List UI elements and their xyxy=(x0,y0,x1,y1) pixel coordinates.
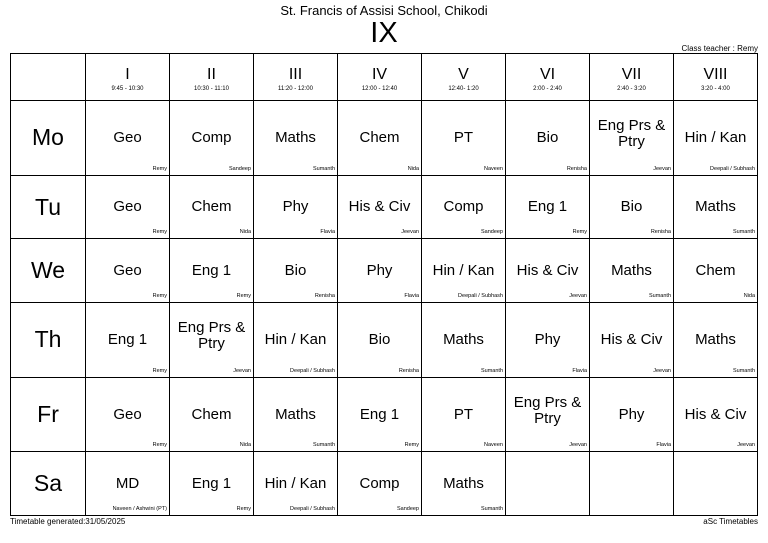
period-header xyxy=(506,54,590,101)
subject-label: Eng 1 xyxy=(107,330,148,348)
subject-label: Comp xyxy=(359,474,400,492)
teacher-label: Nida xyxy=(407,165,419,172)
teacher-label: Sumanth xyxy=(732,229,755,236)
subject-label: Eng 1 xyxy=(527,198,568,216)
period-header-row xyxy=(11,54,758,101)
period-header xyxy=(254,54,338,101)
lesson-cell xyxy=(590,377,674,452)
lesson-cell xyxy=(506,239,590,302)
subject-label: Hin / Kan xyxy=(684,128,747,146)
teacher-label: Renisha xyxy=(650,229,671,236)
lesson-cell xyxy=(86,175,170,238)
timetable-grid xyxy=(10,53,758,516)
subject-label: Eng 1 xyxy=(191,261,232,279)
period-header xyxy=(86,54,170,101)
lesson-cell xyxy=(422,452,506,516)
lesson-cell xyxy=(86,452,170,516)
teacher-label: Sumanth xyxy=(648,292,671,299)
timetable-body xyxy=(11,101,758,516)
lesson-cell xyxy=(338,377,422,452)
subject-label: Geo xyxy=(113,128,142,146)
subject-label: His & Civ xyxy=(684,405,747,423)
period-time: 3:20 - 4:00 xyxy=(701,86,730,92)
subject-label: Hin / Kan xyxy=(264,474,327,492)
subject-label: His & Civ xyxy=(600,330,663,348)
teacher-label: Sumanth xyxy=(480,506,503,512)
subject-label: Geo xyxy=(113,198,142,216)
lesson-cell xyxy=(170,377,254,452)
subject-label: MD xyxy=(115,474,140,492)
period-number: VI xyxy=(539,66,556,83)
teacher-label: Nida xyxy=(239,229,251,236)
teacher-label: Jeevan xyxy=(569,292,587,299)
teacher-label: Sandeep xyxy=(480,229,503,236)
subject-label: Eng Prs & Ptry xyxy=(177,318,246,352)
lesson-cell xyxy=(674,239,758,302)
teacher-label: Naveen xyxy=(484,442,503,449)
lesson-cell xyxy=(254,239,338,302)
subject-label: Chem xyxy=(191,198,232,216)
teacher-label: Remy xyxy=(152,292,167,299)
teacher-label: Flavia xyxy=(404,292,419,299)
subject-label: His & Civ xyxy=(348,198,411,216)
lesson-cell xyxy=(674,101,758,176)
teacher-label: Sandeep xyxy=(396,506,419,512)
period-header xyxy=(590,54,674,101)
lesson-cell xyxy=(338,239,422,302)
subject-label: Eng 1 xyxy=(191,474,232,492)
lesson-cell xyxy=(170,302,254,377)
subject-label: Geo xyxy=(113,261,142,279)
subject-label: Bio xyxy=(284,261,307,279)
period-time: 2:00 - 2:40 xyxy=(533,86,562,92)
lesson-cell xyxy=(590,302,674,377)
subject-label: Phy xyxy=(618,405,645,423)
lesson-cell xyxy=(86,377,170,452)
lesson-cell xyxy=(254,377,338,452)
teacher-label: Remy xyxy=(152,165,167,172)
lesson-cell xyxy=(170,175,254,238)
lesson-cell xyxy=(338,302,422,377)
period-time: 10:30 - 11:10 xyxy=(194,86,229,92)
lesson-cell xyxy=(254,101,338,176)
subject-label: Phy xyxy=(282,198,309,216)
teacher-label: Remy xyxy=(236,292,251,299)
period-header xyxy=(170,54,254,101)
subject-label: Maths xyxy=(695,198,736,216)
teacher-label: Jeevan xyxy=(401,229,419,236)
corner-cell xyxy=(11,54,86,101)
subject-label: Bio xyxy=(368,330,391,348)
period-number: VII xyxy=(621,66,642,83)
period-number: VIII xyxy=(703,66,728,83)
subject-label: Bio xyxy=(620,198,643,216)
teacher-label: Jeevan xyxy=(737,442,755,449)
teacher-label: Deepali / Subhash xyxy=(290,367,335,374)
lesson-cell xyxy=(338,452,422,516)
period-header xyxy=(422,54,506,101)
teacher-label: Sandeep xyxy=(228,165,251,172)
lesson-cell xyxy=(422,101,506,176)
teacher-label: Flavia xyxy=(572,367,587,374)
subject-label: Comp xyxy=(191,128,232,146)
subject-label: Eng Prs & Ptry xyxy=(513,393,582,427)
teacher-label: Sumanth xyxy=(312,165,335,172)
period-number: II xyxy=(207,66,216,83)
period-number: V xyxy=(458,66,469,83)
day-label: Sa xyxy=(11,452,86,516)
lesson-cell xyxy=(422,302,506,377)
teacher-label: Naveen xyxy=(484,165,503,172)
subject-label: Maths xyxy=(443,474,484,492)
day-row xyxy=(11,452,758,516)
lesson-cell xyxy=(506,101,590,176)
period-header xyxy=(674,54,758,101)
subject-label: Chem xyxy=(359,128,400,146)
teacher-label: Remy xyxy=(152,442,167,449)
class-teacher: Class teacher : Remy xyxy=(681,44,758,53)
day-label: Th xyxy=(11,302,86,377)
lesson-cell xyxy=(590,452,674,516)
subject-label: Maths xyxy=(695,330,736,348)
day-label: We xyxy=(11,239,86,302)
teacher-label: Remy xyxy=(152,229,167,236)
day-row xyxy=(11,175,758,238)
lesson-cell xyxy=(674,377,758,452)
subject-label: Eng Prs & Ptry xyxy=(597,116,666,150)
lesson-cell xyxy=(422,175,506,238)
teacher-label: Jeevan xyxy=(233,367,251,374)
subject-label: Phy xyxy=(366,261,393,279)
teacher-label: Renisha xyxy=(398,367,419,374)
lesson-cell xyxy=(254,175,338,238)
subject-label: Bio xyxy=(536,128,559,146)
teacher-label: Flavia xyxy=(656,442,671,449)
lesson-cell xyxy=(674,175,758,238)
period-time: 12:00 - 12:40 xyxy=(361,86,398,92)
teacher-label: Jeevan xyxy=(569,442,587,449)
teacher-label: Jeevan xyxy=(653,165,671,172)
lesson-cell xyxy=(86,302,170,377)
lesson-cell xyxy=(338,175,422,238)
lesson-cell xyxy=(170,101,254,176)
teacher-label: Sumanth xyxy=(480,367,503,374)
lesson-cell xyxy=(506,377,590,452)
teacher-label: Deepali / Subhash xyxy=(458,292,503,299)
subject-label: Maths xyxy=(275,128,316,146)
subject-label: Maths xyxy=(611,261,652,279)
teacher-label: Sumanth xyxy=(732,367,755,374)
teacher-label: Flavia xyxy=(320,229,335,236)
subject-label: Chem xyxy=(191,405,232,423)
subject-label: Geo xyxy=(113,405,142,423)
subject-label: Comp xyxy=(443,198,484,216)
day-row xyxy=(11,101,758,176)
teacher-label: Renisha xyxy=(314,292,335,299)
subject-label: Maths xyxy=(275,405,316,423)
teacher-label: Remy xyxy=(404,442,419,449)
subject-label: PT xyxy=(453,405,474,423)
lesson-cell xyxy=(674,302,758,377)
teacher-label: Naveen / Ashwini (PT) xyxy=(112,506,167,512)
teacher-label: Nida xyxy=(743,292,755,299)
period-time: 2:40 - 3:20 xyxy=(617,86,646,92)
teacher-label: Renisha xyxy=(566,165,587,172)
subject-label: Eng 1 xyxy=(359,405,400,423)
day-label: Tu xyxy=(11,175,86,238)
period-time: 11:20 - 12:00 xyxy=(278,86,313,92)
lesson-cell xyxy=(506,175,590,238)
period-header xyxy=(338,54,422,101)
teacher-label: Remy xyxy=(572,229,587,236)
period-time: 9:45 - 10:30 xyxy=(111,86,144,92)
teacher-label: Deepali / Subhash xyxy=(290,506,335,512)
school-name: St. Francis of Assisi School, Chikodi xyxy=(280,3,488,18)
period-time: 12:40- 1:20 xyxy=(448,86,479,92)
teacher-label: Remy xyxy=(236,506,251,512)
day-row xyxy=(11,239,758,302)
lesson-cell xyxy=(170,452,254,516)
subject-label: His & Civ xyxy=(516,261,579,279)
day-row xyxy=(11,377,758,452)
day-label: Fr xyxy=(11,377,86,452)
teacher-label: Remy xyxy=(152,367,167,374)
generated-date: Timetable generated:31/05/2025 xyxy=(10,517,126,526)
lesson-cell xyxy=(254,452,338,516)
brand-label: aSc Timetables xyxy=(703,517,758,526)
lesson-cell xyxy=(338,101,422,176)
lesson-cell xyxy=(674,452,758,516)
day-label: Mo xyxy=(11,101,86,176)
subject-label: Maths xyxy=(443,330,484,348)
day-row xyxy=(11,302,758,377)
lesson-cell xyxy=(506,302,590,377)
period-number: III xyxy=(288,66,303,83)
subject-label: Chem xyxy=(695,261,736,279)
lesson-cell xyxy=(506,452,590,516)
teacher-label: Deepali / Subhash xyxy=(710,165,755,172)
lesson-cell xyxy=(590,239,674,302)
subject-label: Phy xyxy=(534,330,561,348)
teacher-label: Jeevan xyxy=(653,367,671,374)
lesson-cell xyxy=(422,377,506,452)
lesson-cell xyxy=(590,101,674,176)
lesson-cell xyxy=(86,101,170,176)
period-number: IV xyxy=(371,66,388,83)
lesson-cell xyxy=(254,302,338,377)
teacher-label: Nida xyxy=(239,442,251,449)
teacher-label: Sumanth xyxy=(312,442,335,449)
subject-label: Hin / Kan xyxy=(264,330,327,348)
lesson-cell xyxy=(170,239,254,302)
class-title: IX xyxy=(370,17,398,49)
lesson-cell xyxy=(590,175,674,238)
lesson-cell xyxy=(422,239,506,302)
subject-label: Hin / Kan xyxy=(432,261,495,279)
lesson-cell xyxy=(86,239,170,302)
period-number: I xyxy=(125,66,130,83)
subject-label: PT xyxy=(453,128,474,146)
